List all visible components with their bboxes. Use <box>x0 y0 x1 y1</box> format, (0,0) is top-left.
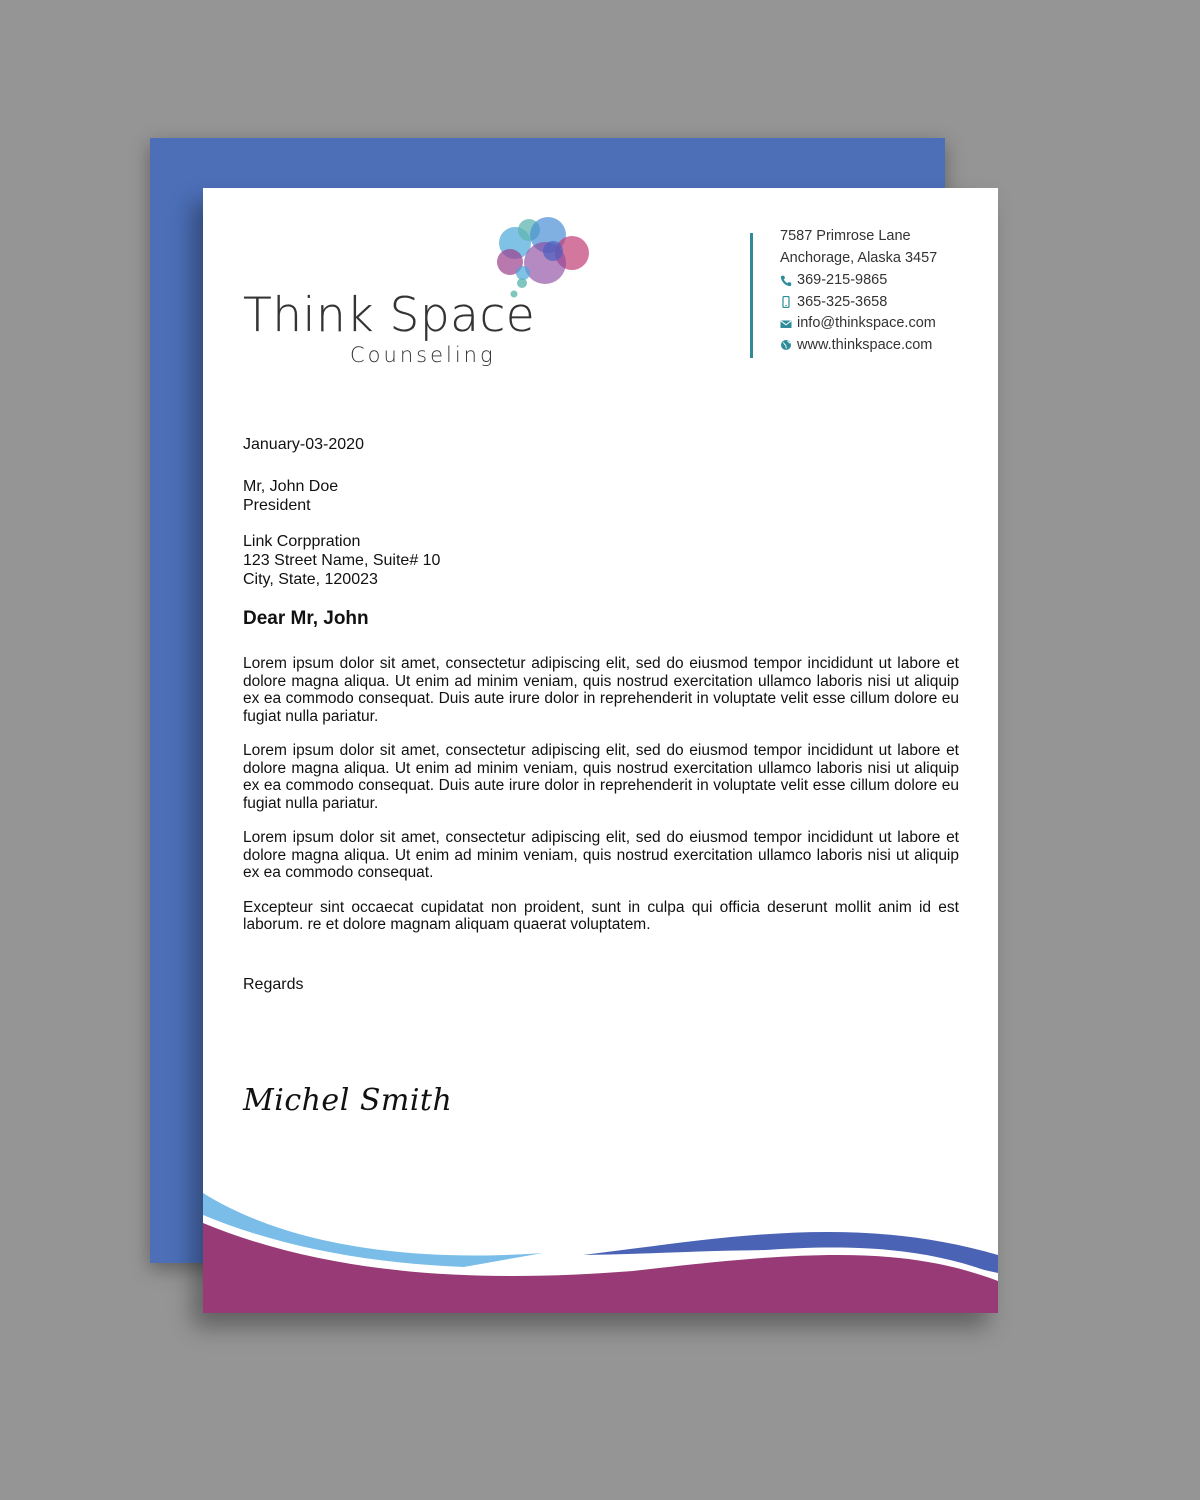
website-row <box>780 335 937 357</box>
closing: Regards <box>243 976 304 993</box>
recipient-title: President <box>243 497 311 514</box>
mobile-number: 365-325-3658 <box>797 293 888 310</box>
contact-block <box>780 226 937 356</box>
mobile-phone-icon <box>780 296 792 308</box>
website-link[interactable]: www.thinkspace.com <box>797 336 933 353</box>
company-block <box>243 532 959 589</box>
company-street: 123 Street Name, Suite# 10 <box>243 552 441 569</box>
signature: Michel Smith <box>243 1083 453 1118</box>
phone-number: 369-215-9865 <box>797 272 888 289</box>
address-line-1: 7587 Primrose Lane <box>780 228 911 244</box>
paragraph: Excepteur sint occaecat cupidatat non proident, sunt in culpa qui officia deserunt mollit anim id est laborum. re et dolore magnam aliquam quaerat voluptatem. <box>243 898 959 933</box>
paragraph: Lorem ipsum dolor sit amet, consectetur adipiscing elit, sed do eiusmod tempor incididunt ut labore et dolore magna aliqua. Ut enim ad minim veniam, quis nostrud exercitation ullamco laboris nisi ut aliquip ex ea commodo consequat. Duis aute irure dolor in reprehenderit in voluptate velit esse cillum dolore eu fugiat nulla pariatur. <box>243 742 959 812</box>
company-city: City, State, 120023 <box>243 571 378 588</box>
mobile-row <box>780 292 937 314</box>
letter-body <box>243 655 959 951</box>
email-link[interactable]: info@thinkspace.com <box>797 315 936 332</box>
brand-name: Think Space <box>243 288 536 343</box>
recipient-name: Mr, John Doe <box>243 478 339 495</box>
contact-divider <box>750 233 753 358</box>
globe-icon <box>780 339 792 351</box>
letterhead-page <box>203 188 998 1313</box>
envelope-icon <box>780 318 792 330</box>
footer-wave <box>203 1193 998 1313</box>
recipient-block <box>243 477 959 515</box>
email-row <box>780 313 937 335</box>
salutation: Dear Mr, John <box>243 608 369 629</box>
paragraph: Lorem ipsum dolor sit amet, consectetur adipiscing elit, sed do eiusmod tempor incididunt ut labore et dolore magna aliqua. Ut enim ad minim veniam, quis nostrud exercitation ullamco laboris nisi ut aliquip ex ea commodo consequat. Duis aute irure dolor in reprehenderit in voluptate velit esse cillum dolore eu fugiat nulla pariatur. <box>243 655 959 725</box>
paragraph: Lorem ipsum dolor sit amet, consectetur adipiscing elit, sed do eiusmod tempor incididunt ut labore et dolore magna aliqua. Ut enim ad minim veniam, quis nostrud exercitation ullamco laboris nisi ut aliquip ex ea commodo consequat. <box>243 829 959 881</box>
address-line-2: Anchorage, Alaska 3457 <box>780 250 938 266</box>
brand-subtitle: Counseling <box>350 343 496 367</box>
company-name: Link Corppration <box>243 533 361 550</box>
letter-date: January-03-2020 <box>243 436 364 453</box>
phone-icon <box>780 275 792 287</box>
phone-row <box>780 270 937 292</box>
